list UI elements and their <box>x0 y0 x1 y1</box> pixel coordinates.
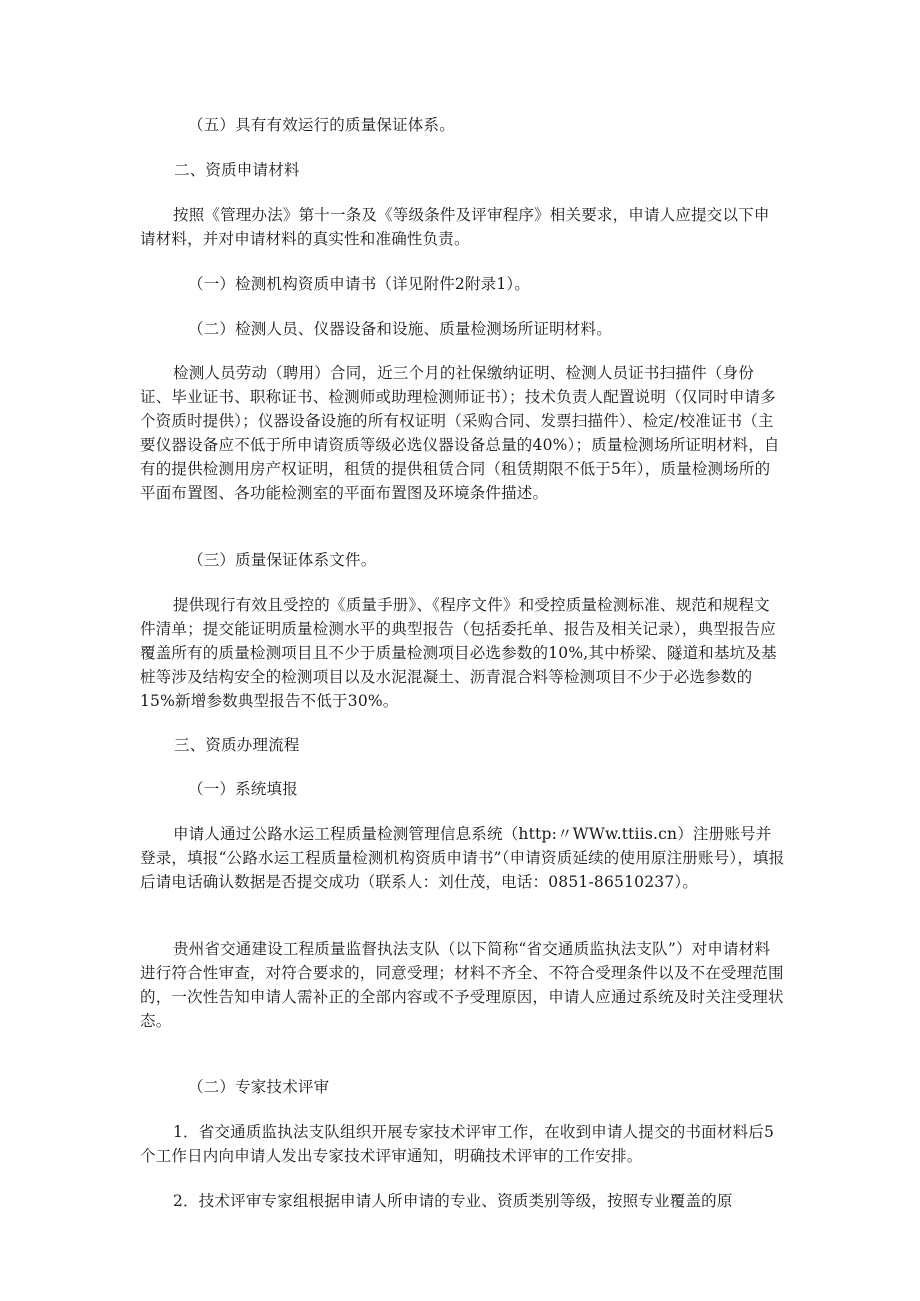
subheading-expert-review: （二）专家技术评审 <box>188 1078 330 1096</box>
paragraph-quality-system-details: 提供现行有效且受控的《质量手册》、《程序文件》和受控质量检测标准、规范和规程文件清单；提交能证明质量检测水平的典型报告（包括委托单、报告及相关记录），典型报告应覆盖所有的质量检测项目且不少于质量检测项目必选参数的10%,其中桥梁、隧道和基坑及基桩等涉及结构安全的检测项目以及水泥混凝土、沥青混合料等检测项目不少于必选参数的15%新增参数典型报告不低于30%。 <box>140 596 777 710</box>
paragraph-materials-intro: 按照《管理办法》第十一条及《等级条件及评审程序》相关要求，申请人应提交以下申请材料，并对申请材料的真实性和准确性负责。 <box>140 206 770 248</box>
paragraph-expert-review-step-1: 1．省交通质监执法支队组织开展专家技术评审工作，在收到申请人提交的书面材料后5个工作日内向申请人发出专家技术评审通知，明确技术评审的工作安排。 <box>140 1123 775 1165</box>
section-heading-materials: 二、资质申请材料 <box>174 161 300 179</box>
subheading-personnel-equipment: （二）检测人员、仪器设备和设施、质量检测场所证明材料。 <box>188 320 612 338</box>
paragraph-personnel-equipment-details: 检测人员劳动（聘用）合同，近三个月的社保缴纳证明、检测人员证书扫描件（身份证、毕业证书、职称证书、检测师或助理检测师证书）；技术负责人配置说明（仅同时申请多个资质时提供）；仪器设备设施的所有权证明（采购合同、发票扫描件）、检定/校准证书（主要仪器设备应不低于所申请资质等级必选仪器设备总量的40%）；质量检测场所证明材料，自有的提供检测用房产权证明，租赁的提供租赁合同（租赁期限不低于5年），质量检测场所的平面布置图、各功能检测室的平面布置图及环境条件描述。 <box>140 364 780 502</box>
paragraph-quality-assurance: （五）具有有效运行的质量保证体系。 <box>188 116 455 134</box>
section-heading-process: 三、资质办理流程 <box>174 736 300 754</box>
paragraph-review-acceptance: 贵州省交通建设工程质量监督执法支队（以下简称“省交通质监执法支队”）对申请材料进行符合性审查，对符合要求的，同意受理；材料不齐全、不符合受理条件以及不在受理范围的，一次性告知申请人需补正的全部内容或不予受理原因，申请人应通过系统及时关注受理状态。 <box>140 940 784 1030</box>
paragraph-system-filing: 申请人通过公路水运工程质量检测管理信息系统（http:〃WWw.ttiis.cn）注册账号并登录，填报“公路水运工程质量检测机构资质申请书”（申请资质延续的使用原注册账号），填报后请电话确认数据是否提交成功（联系人：刘仕茂，电话：0851-86510237）。 <box>140 825 785 891</box>
subheading-quality-system-docs: （三）质量保证体系文件。 <box>188 551 377 569</box>
paragraph-expert-review-step-2: 2．技术评审专家组根据申请人所申请的专业、资质类别等级，按照专业覆盖的原 <box>173 1192 733 1210</box>
subheading-application-form: （一）检测机构资质申请书（详见附件2附录1）。 <box>188 275 531 293</box>
subheading-system-filing: （一）系统填报 <box>188 780 298 798</box>
